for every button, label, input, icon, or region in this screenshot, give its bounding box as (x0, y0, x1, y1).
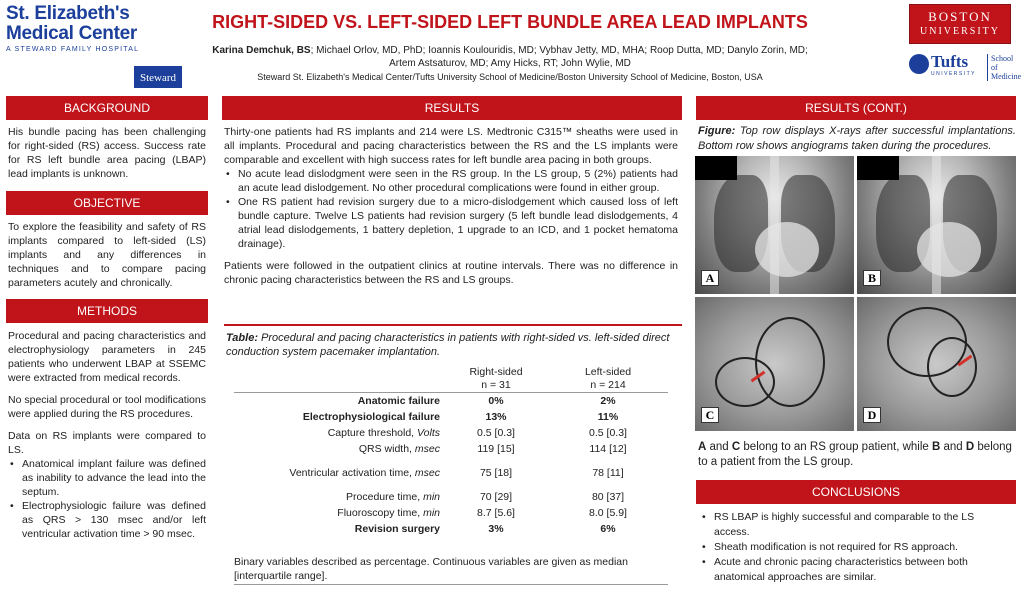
conclusion-item: • Sheath modification is not required for RS approach. (700, 540, 1012, 555)
table-row (234, 465, 668, 481)
table-row-label (234, 393, 444, 409)
figure-caption (698, 124, 1016, 154)
hospital-logo-line1: St. Elizabeth's (6, 3, 130, 24)
lead-wire (715, 357, 775, 407)
bu-logo-line2: UNIVERSITY (920, 26, 1000, 37)
table-cell-ls: 114 [12] (589, 442, 627, 455)
conclusion-item: • RS LBAP is highly successful and comparable to the LS access. (700, 510, 1012, 540)
row-unit-text: msec (414, 466, 440, 479)
fig-note-text: and (940, 441, 966, 453)
tufts-school-line1: School of (991, 54, 1014, 72)
row-label-text: Ventricular activation time, (289, 466, 415, 479)
fig-note-c: C (731, 441, 741, 453)
heart-shadow (917, 222, 981, 277)
fig-note-text: belong to a patient from the LS group. (698, 441, 1012, 468)
first-author: Karina Demchuk, BS (212, 45, 311, 56)
table-row-label (234, 465, 444, 481)
redaction-box (857, 156, 899, 180)
methods-body (8, 329, 206, 541)
results-heading: RESULTS (222, 96, 682, 120)
angio-panel-c (695, 297, 854, 431)
background-text: His bundle pacing has been challenging for right-sided (RS) access. Success rate for RS left bundle area pacing (LBAP) lead implants is unknown. (8, 126, 206, 180)
row-unit-text: min (423, 506, 440, 519)
table-row-label (234, 441, 444, 457)
table-cell-ls: 80 [37] (591, 490, 625, 503)
results-findings-list (224, 167, 678, 251)
xray-panel-a (695, 156, 854, 294)
lead-wire (927, 337, 977, 397)
methods-definition-electrophysiologic: • Electrophysiologic failure was defined as QRS > 130 msec and/or left ventricular activation time > 90 msec. (8, 499, 206, 541)
row-unit-text: msec (414, 442, 440, 455)
bu-logo-line1: BOSTON (928, 9, 992, 24)
methods-heading: METHODS (6, 299, 208, 323)
table-cell-rs: 119 [15] (477, 442, 515, 455)
table-cell-rs: 0.5 [0.3] (477, 426, 515, 439)
row-label-text: Capture threshold, (327, 426, 418, 439)
table-row (234, 425, 668, 441)
panel-label-d: D (863, 407, 881, 423)
table-cell-rs: 8.7 [5.6] (477, 506, 515, 519)
background-heading: BACKGROUND (6, 96, 208, 120)
methods-paragraph-3: Data on RS implants were compared to LS. (8, 430, 206, 456)
angio-panel-d (857, 297, 1016, 431)
results-paragraph-2: Patients were followed in the outpatient clinics at routine intervals. There was no difference in chronic pacing characteristics between the RS and LS groups. (224, 260, 678, 286)
table-cell-rs: 75 [18] (479, 466, 513, 479)
redaction-box (695, 156, 737, 180)
table-header-rs (444, 366, 548, 393)
table-cell-rs: 3% (488, 522, 504, 535)
panel-label-b: B (863, 270, 881, 286)
table-header-ls-label: Left-sided (584, 366, 632, 378)
table-cell-rs: 0% (488, 394, 504, 407)
co-authors-line2: Artem Astsaturov, MD; Amy Hicks, RT; John Wylie, MD (389, 58, 631, 69)
results-paragraph-1: Thirty-one patients had RS implants and 214 were LS. Medtronic C315™ sheaths were used in all implants. Procedural and pacing characteristics between the RS and the LS implants were comparable and excellent with high success rates for left bundle area pacing in both groups. (224, 126, 678, 166)
tufts-seal-icon (909, 54, 929, 74)
table-row-label (234, 409, 444, 425)
fig-note-d: D (965, 441, 975, 453)
table-row (234, 393, 668, 409)
row-label-text: Revision surgery (354, 522, 440, 535)
table-header-ls-n: n = 214 (590, 379, 626, 391)
steward-badge: Steward (134, 68, 182, 88)
table-row (234, 505, 668, 521)
heart-shadow (755, 222, 819, 277)
boston-university-logo (909, 4, 1011, 44)
table-cell-ls: 2% (600, 394, 616, 407)
table-row-label (234, 521, 444, 537)
table-cell-ls: 0.5 [0.3] (589, 426, 627, 439)
objective-heading: OBJECTIVE (6, 191, 208, 215)
results-table (234, 366, 668, 537)
co-authors: ; Michael Orlov, MD, PhD; Ioannis Koulouridis, MD; Vybhav Jetty, MD, MHA; Roop Dutta, MD; Danylo Zorin, MD; (310, 45, 808, 56)
results-finding-dislodgment: • No acute lead dislodgment were seen in the RS group. In the LS group, 5 (2%) patients had an acute lead dislodgement. No other procedural complications were found in either group. (224, 167, 678, 195)
hospital-logo-tagline: A STEWARD FAMILY HOSPITAL (6, 46, 140, 53)
conclusion-item: • Acute and chronic pacing characteristics between both anatomical approaches are similar. (700, 555, 1012, 585)
table-row (234, 441, 668, 457)
methods-paragraph-2: No special procedural or tool modifications were applied during the RS procedures. (8, 394, 206, 420)
row-label-text: Anatomic failure (357, 394, 440, 407)
table-row (234, 521, 668, 537)
results-cont-heading: RESULTS (CONT.) (696, 96, 1016, 120)
table-cell-rs: 70 [29] (479, 490, 513, 503)
tufts-wordmark: Tufts (931, 52, 969, 71)
row-unit-text: Volts (417, 426, 440, 439)
results-body (224, 125, 678, 295)
results-finding-revision: • One RS patient had revision surgery due to a micro-dislodgement which caused loss of left bundle capture. Twelve LS patients had revision surgery (5 left bundle lead dislodgements, 4 atrial lead dislodgements, 1 battery depletion, 1 upgrade to an ICD, and 1 pocket hematoma drainage). (224, 195, 678, 251)
table-header-blank (234, 366, 444, 393)
table-caption-text: Procedural and pacing characteristics in patients with right-sided vs. left-sided direct conduction system pacemaker implantation. (226, 332, 670, 358)
table-footnote: Binary variables described as percentage. Continuous variables are given as median [interquartile range]. (234, 555, 668, 585)
panel-label-a: A (701, 270, 719, 286)
xray-panel-b (857, 156, 1016, 294)
table-cell-ls: 11% (597, 410, 619, 423)
objective-text: To explore the feasibility and safety of RS implants compared to left-sided (LS) implants and any differences in techniques and to compare pacing parameters acutely and chronically. (8, 221, 206, 289)
tufts-university-label: UNIVERSITY (931, 71, 977, 77)
hospital-logo-line2: Medical Center (6, 23, 137, 44)
table-row-label (234, 505, 444, 521)
fig-note-b: B (932, 441, 941, 453)
table-cell-ls: 78 [11] (592, 466, 624, 479)
conclusions-list (700, 510, 1012, 585)
table-cell-rs: 13% (485, 410, 507, 423)
table-header-ls (548, 366, 668, 393)
row-label-text: QRS width, (358, 442, 415, 455)
figure-caption-label: Figure: (698, 125, 736, 137)
panel-label-c: C (701, 407, 719, 423)
figure-note (698, 440, 1018, 470)
methods-definitions-list (8, 457, 206, 541)
fig-note-text: and (706, 441, 732, 453)
table-row (234, 489, 668, 505)
tufts-school-line2: Medicine (991, 72, 1022, 81)
table-spacer (234, 457, 668, 465)
tufts-school-label (987, 54, 1021, 81)
table-caption (226, 331, 678, 359)
author-list (190, 44, 830, 70)
tufts-logo (909, 52, 1022, 81)
table-caption-label: Table: (226, 332, 258, 344)
affiliation: Steward St. Elizabeth's Medical Center/Tufts University School of Medicine/Boston University School of Medicine, Boston, USA (257, 72, 763, 82)
fig-note-text: belong to an RS group patient, while (740, 441, 932, 453)
table-row (234, 409, 668, 425)
methods-paragraph-1: Procedural and pacing characteristics and electrophysiology parameters in 245 patients who underwent LBAP at SSEMC were extracted from medical records. (8, 330, 206, 384)
results-divider (224, 324, 682, 326)
conclusions-body (700, 510, 1012, 585)
figure-caption-text: Top row displays X-rays after successful implantations. Bottom row shows angiograms taken during the procedures. (698, 125, 1016, 152)
conclusions-heading: CONCLUSIONS (696, 480, 1016, 504)
fig-note-a: A (698, 441, 707, 453)
hospital-logo (6, 4, 184, 88)
row-unit-text: min (423, 490, 440, 503)
poster-title: RIGHT-SIDED VS. LEFT-SIDED LEFT BUNDLE AREA LEAD IMPLANTS (212, 12, 808, 32)
table-cell-ls: 8.0 [5.9] (589, 506, 627, 519)
table-cell-ls: 6% (600, 522, 616, 535)
methods-definition-anatomic: • Anatomical implant failure was defined as inability to advance the lead into the septum. (8, 457, 206, 499)
row-label-text: Procedure time, (346, 490, 424, 503)
table-header-rs-label: Right-sided (469, 366, 523, 378)
table-header-rs-n: n = 31 (481, 379, 511, 391)
table-row-label (234, 489, 444, 505)
row-label-text: Fluoroscopy time, (337, 506, 424, 519)
table-header-row (234, 366, 668, 393)
table-spacer (234, 481, 668, 489)
table-row-label (234, 425, 444, 441)
logo-divider (134, 52, 182, 68)
row-label-text: Electrophysiological failure (302, 410, 440, 423)
